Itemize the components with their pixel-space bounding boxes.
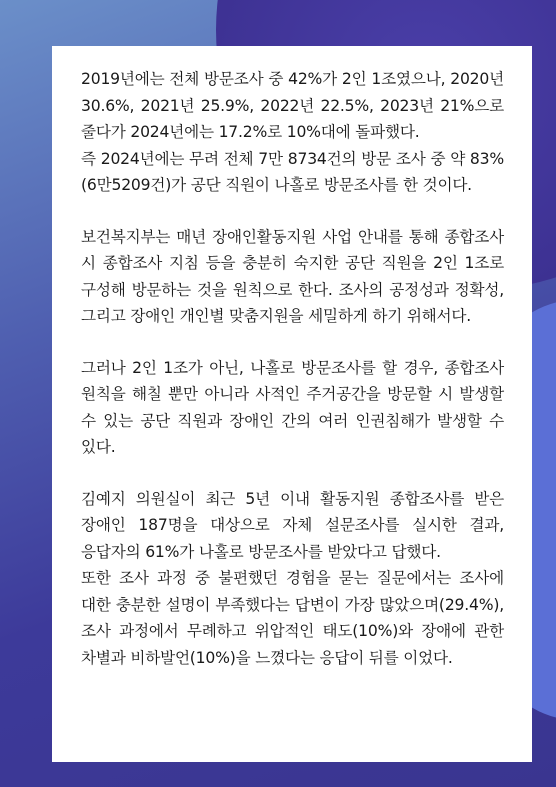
- paragraph-line: 또한 조사 과정 중 불편했던 경험을 묻는 질문에서는 조사에 대한 충분한 설명이 부족했다는 답변이 가장 많았으며(29.4%), 조사 과정에서 무례하고 위압적인 태도(10%)와 장애에 관한 차별과 비하발언(10%)을 느꼈다는 응답이 뒤를 이었다.: [81, 569, 504, 667]
- paragraph-line: 그러나 2인 1조가 아닌, 나홀로 방문조사를 할 경우, 종합조사 원칙을 해칠 뿐만 아니라 사적인 주거공간을 방문할 시 발생할 수 있는 공단 직원과 장애인 간의 여러 인권침해가 발생할 수 있다.: [81, 358, 504, 456]
- paragraph-line: 보건복지부는 매년 장애인활동지원 사업 안내를 통해 종합조사 시 종합조사 지침 등을 충분히 숙지한 공단 직원을 2인 1조로 구성해 방문하는 것을 원칙으로 한다. 조사의 공정성과 정확성, 그리고 장애인 개인별 맞춤지원을 세밀하게 하기 위해서다.: [81, 227, 504, 325]
- paragraph-survey-results: [81, 486, 504, 672]
- paragraph-rights-concern: [81, 355, 504, 461]
- article-card: [52, 46, 532, 762]
- paragraph-line: 김예지 의원실이 최근 5년 이내 활동지원 종합조사를 받은 장애인 187명을 대상으로 자체 설문조사를 실시한 결과, 응답자의 61%가 나홀로 방문조사를 받았다고 답했다.: [81, 489, 504, 561]
- paragraph-line: 2019년에는 전체 방문조사 중 42%가 2인 1조였으나, 2020년 30.6%, 2021년 25.9%, 2022년 22.5%, 2023년 21%으로 줄다가 2024년에는 17.2%로 10%대에 돌파했다.: [81, 70, 504, 141]
- paragraph-visit-statistics: [81, 66, 504, 199]
- paragraph-ministry-guideline: [81, 224, 504, 330]
- paragraph-line: 즉 2024년에는 무려 전체 7만 8734건의 방문 조사 중 약 83%(6만5209건)가 공단 직원이 나홀로 방문조사를 한 것이다.: [81, 149, 504, 194]
